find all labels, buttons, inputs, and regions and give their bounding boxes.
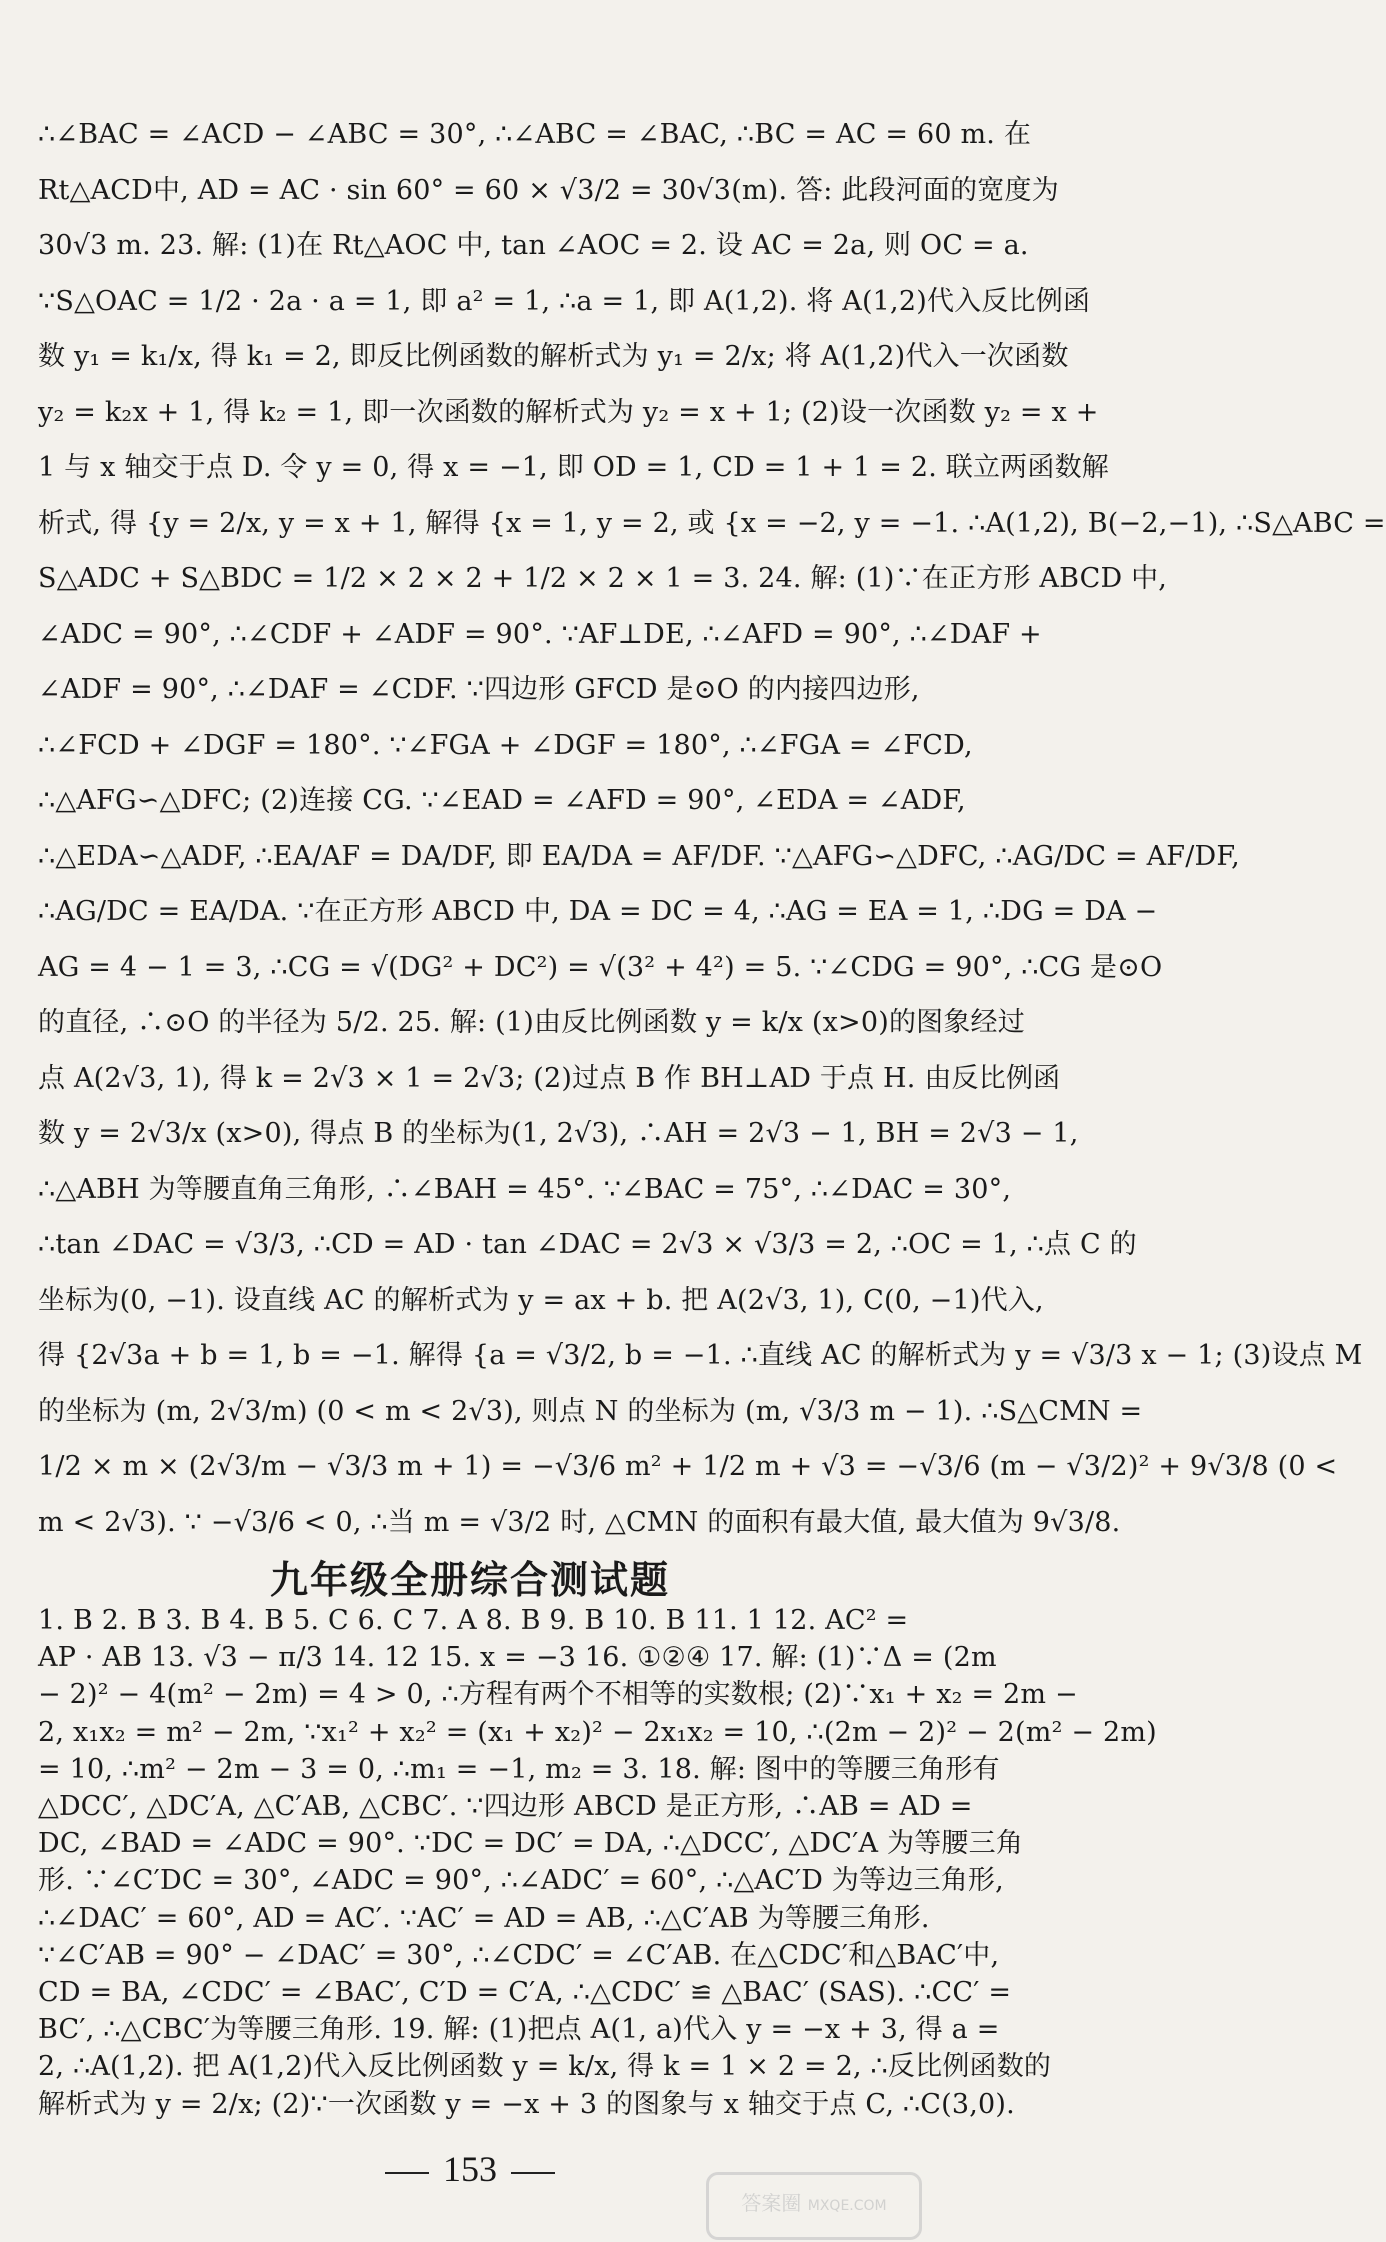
text-line: ∠ADC = 90°, ∴∠CDF + ∠ADF = 90°. ∵AF⊥DE, ∴∠AFD = 90°, ∴∠DAF + — [38, 618, 1042, 650]
text-line: 的直径, ∴⊙O 的半径为 5/2. 25. 解: (1)由反比例函数 y = k/x (x>0)的图象经过 — [38, 1007, 1025, 1038]
watermark-logo — [706, 2172, 922, 2240]
text-line: △DCC′, △DC′A, △C′AB, △CBC′. ∵四边形 ABCD 是正方形, ∴AB = AD = — [38, 1791, 973, 1822]
text-line: y₂ = k₂x + 1, 得 k₂ = 1, 即一次函数的解析式为 y₂ = x + 1; (2)设一次函数 y₂ = x + — [38, 396, 1099, 428]
text-line: 30√3 m. 23. 解: (1)在 Rt△AOC 中, tan ∠AOC = 2. 设 AC = 2a, 则 OC = a. — [38, 230, 1029, 261]
text-line: ∴∠DAC′ = 60°, AD = AC′. ∵AC′ = AD = AB, ∴△C′AB 为等腰三角形. — [38, 1902, 930, 1934]
text-line: 1/2 × m × (2√3/m − √3/3 m + 1) = −√3/6 m² + 1/2 m + √3 = −√3/6 (m − √3/2)² + 9√3/8 (0 < — [38, 1451, 1338, 1482]
text-line: DC, ∠BAD = ∠ADC = 90°. ∵DC = DC′ = DA, ∴△DCC′, △DC′A 为等腰三角 — [38, 1828, 1024, 1860]
text-line: ∠ADF = 90°, ∴∠DAF = ∠CDF. ∵四边形 GFCD 是⊙O 的内接四边形, — [38, 674, 920, 705]
text-line: ∵∠C′AB = 90° − ∠DAC′ = 30°, ∴∠CDC′ = ∠C′AB. 在△CDC′和△BAC′中, — [38, 1939, 1000, 1971]
text-line: ∴AG/DC = EA/DA. ∵在正方形 ABCD 中, DA = DC = 4, ∴AG = EA = 1, ∴DG = DA − — [38, 896, 1158, 927]
text-line: ∵S△OAC = 1/2 · 2a · a = 1, 即 a² = 1, ∴a = 1, 即 A(1,2). 将 A(1,2)代入反比例函 — [38, 285, 1091, 317]
text-line: 坐标为(0, −1). 设直线 AC 的解析式为 y = ax + b. 把 A(2√3, 1), C(0, −1)代入, — [38, 1284, 1044, 1316]
text-line: 数 y = 2√3/x (x>0), 得点 B 的坐标为(1, 2√3), ∴AH = 2√3 − 1, BH = 2√3 − 1, — [38, 1118, 1079, 1149]
text-line: − 2)² − 4(m² − 2m) = 4 > 0, ∴方程有两个不相等的实数根; (2)∵x₁ + x₂ = 2m − — [38, 1679, 1078, 1711]
text-line: 2, ∴A(1,2). 把 A(1,2)代入反比例函数 y = k/x, 得 k = 1 × 2 = 2, ∴反比例函数的 — [38, 2051, 1052, 2083]
text-line: ∴∠BAC = ∠ACD − ∠ABC = 30°, ∴∠ABC = ∠BAC, ∴BC = AC = 60 m. 在 — [38, 119, 1032, 150]
text-line: ∴∠FCD + ∠DGF = 180°. ∵∠FGA + ∠DGF = 180°, ∴∠FGA = ∠FCD, — [38, 729, 973, 761]
text-line: = 10, ∴m² − 2m − 3 = 0, ∴m₁ = −1, m₂ = 3. 18. 解: 图中的等腰三角形有 — [38, 1753, 1000, 1785]
dash-left — [385, 2172, 429, 2174]
text-line: 2, x₁x₂ = m² − 2m, ∵x₁² + x₂² = (x₁ + x₂)² − 2x₁x₂ = 10, ∴(2m − 2)² − 2(m² − 2m) — [38, 1716, 1157, 1748]
text-line: 解析式为 y = 2/x; (2)∵一次函数 y = −x + 3 的图象与 x 轴交于点 C, ∴C(3,0). — [38, 2088, 1015, 2120]
text-line: ∴tan ∠DAC = √3/3, ∴CD = AD · tan ∠DAC = 2√3 × √3/3 = 2, ∴OC = 1, ∴点 C 的 — [38, 1229, 1137, 1260]
text-line: Rt△ACD中, AD = AC · sin 60° = 60 × √3/2 = 30√3(m). 答: 此段河面的宽度为 — [38, 174, 1059, 206]
text-line: ∴△EDA∽△ADF, ∴EA/AF = DA/DF, 即 EA/DA = AF/DF. ∵△AFG∽△DFC, ∴AG/DC = AF/DF, — [38, 840, 1240, 872]
section-title: 九年级全册综合测试题 — [269, 1558, 670, 1602]
text-line: m < 2√3). ∵ −√3/6 < 0, ∴当 m = √3/2 时, △CMN 的面积有最大值, 最大值为 9√3/8. — [38, 1506, 1121, 1538]
text-line: 的坐标为 (m, 2√3/m) (0 < m < 2√3), 则点 N 的坐标为 (m, √3/3 m − 1). ∴S△CMN = — [38, 1395, 1143, 1427]
text-line: 形. ∵∠C′DC = 30°, ∠ADC = 90°, ∴∠ADC′ = 60°, ∴△AC′D 为等边三角形, — [38, 1865, 1004, 1897]
page-number-value: 153 — [443, 2149, 497, 2189]
text-line: BC′, ∴△CBC′为等腰三角形. 19. 解: (1)把点 A(1, a)代入 y = −x + 3, 得 a = — [38, 2014, 1000, 2046]
watermark-sub: MXQE.COM — [807, 2198, 887, 2214]
text-line: S△ADC + S△BDC = 1/2 × 2 × 2 + 1/2 × 2 × 1 = 3. 24. 解: (1)∵在正方形 ABCD 中, — [38, 563, 1168, 594]
text-line: ∴△AFG∽△DFC; (2)连接 CG. ∵∠EAD = ∠AFD = 90°, ∠EDA = ∠ADF, — [38, 785, 966, 816]
text-line: 析式, 得 {y = 2/x, y = x + 1, 解得 {x = 1, y = 2, 或 {x = −2, y = −1. ∴A(1,2), B(−2,−1), ∴S△ABC = — [38, 507, 1386, 539]
text-line: 得 {2√3a + b = 1, b = −1. 解得 {a = √3/2, b = −1. ∴直线 AC 的解析式为 y = √3/3 x − 1; (3)设点 M — [38, 1340, 1363, 1371]
dash-right — [511, 2172, 555, 2174]
text-line: 1 与 x 轴交于点 D. 令 y = 0, 得 x = −1, 即 OD = 1, CD = 1 + 1 = 2. 联立两函数解 — [38, 452, 1109, 483]
text-line: 1. B 2. B 3. B 4. B 5. C 6. C 7. A 8. B 9. B 10. B 11. 1 12. AC² = — [38, 1605, 909, 1636]
watermark-text: 答案圈 — [741, 2191, 802, 2215]
text-line: AP · AB 13. √3 − π/3 14. 12 15. x = −3 16. ①②④ 17. 解: (1)∵Δ = (2m — [38, 1642, 997, 1674]
text-line: ∴△ABH 为等腰直角三角形, ∴∠BAH = 45°. ∵∠BAC = 75°, ∴∠DAC = 30°, — [38, 1173, 1012, 1205]
text-line: 点 A(2√3, 1), 得 k = 2√3 × 1 = 2√3; (2)过点 B 作 BH⊥AD 于点 H. 由反比例函 — [38, 1062, 1061, 1094]
text-line: CD = BA, ∠CDC′ = ∠BAC′, C′D = C′A, ∴△CDC′ ≌ △BAC′ (SAS). ∴CC′ = — [38, 1977, 1012, 2008]
text-line: AG = 4 − 1 = 3, ∴CG = √(DG² + DC²) = √(3² + 4²) = 5. ∵∠CDG = 90°, ∴CG 是⊙O — [38, 951, 1163, 983]
text-line: 数 y₁ = k₁/x, 得 k₁ = 2, 即反比例函数的解析式为 y₁ = 2/x; 将 A(1,2)代入一次函数 — [38, 341, 1069, 372]
